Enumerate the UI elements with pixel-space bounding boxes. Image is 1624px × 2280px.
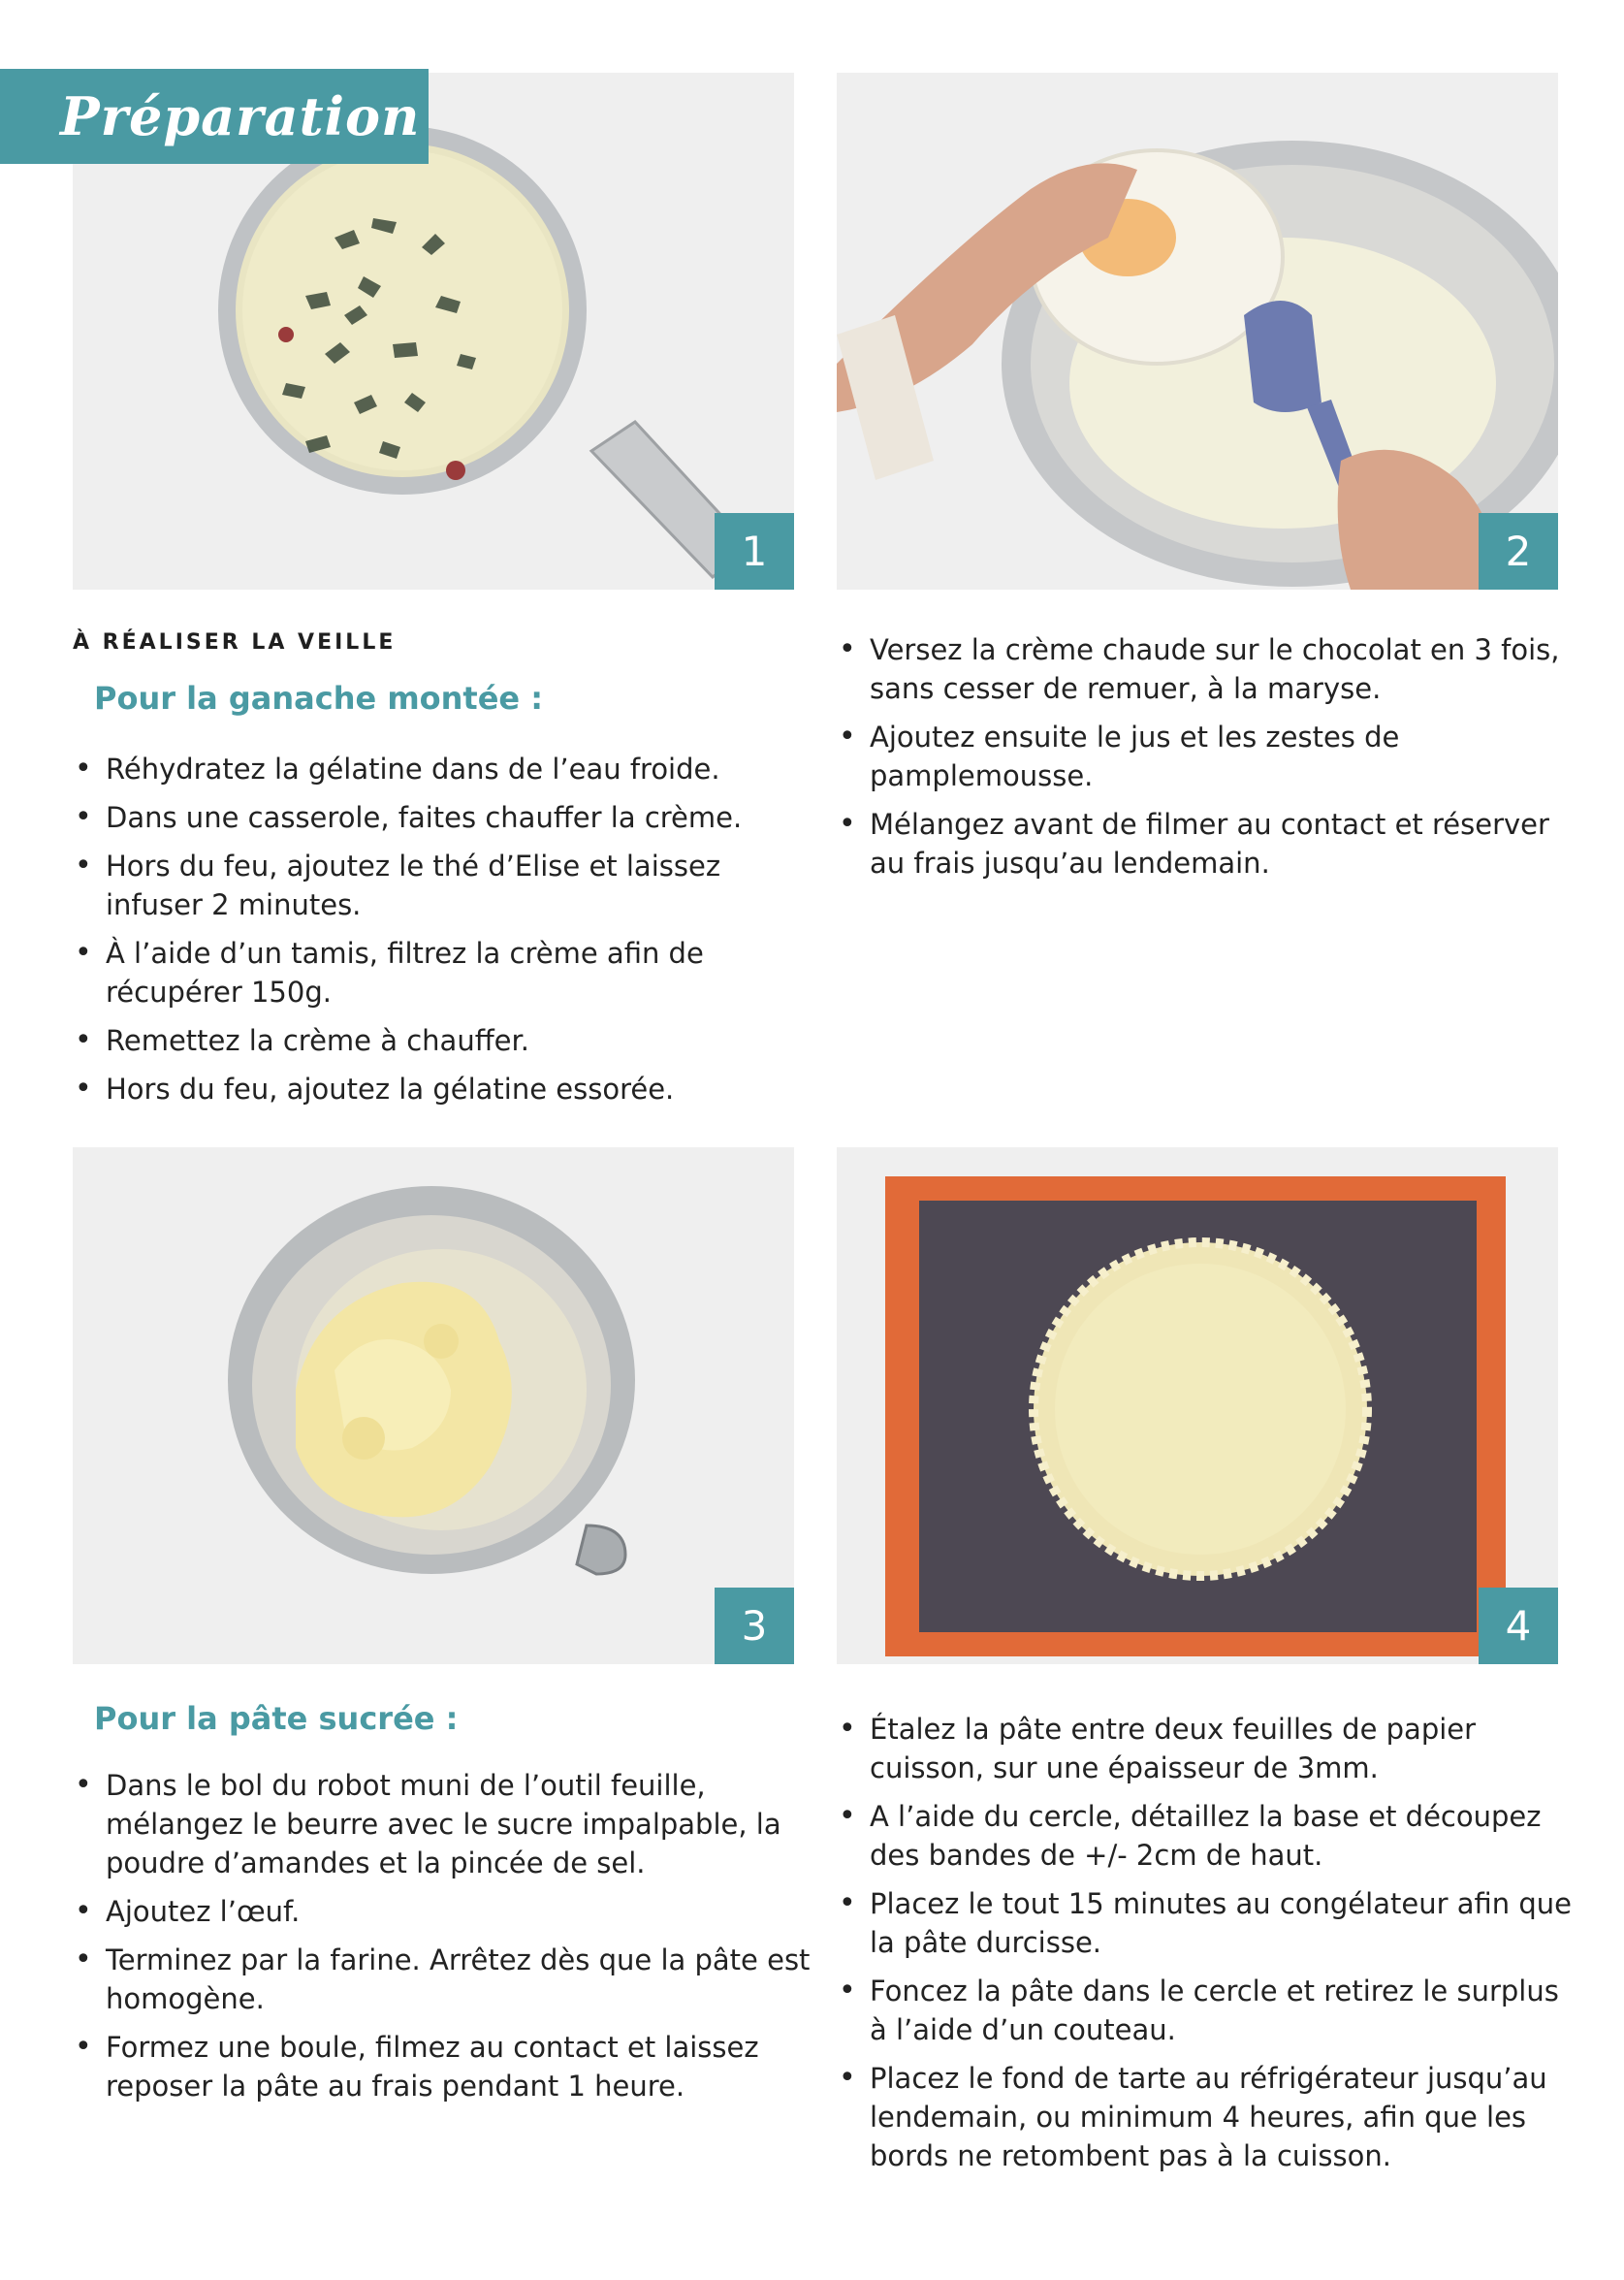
list-item: • A l’aide du cercle, détaillez la base et découpez des bandes de +/- 2cm de haut.	[837, 1797, 1583, 1875]
list-item: • Hors du feu, ajoutez le thé d’Elise et laissez infuser 2 minutes.	[73, 847, 790, 924]
page-title: Préparation	[60, 85, 421, 147]
list-item: • Mélangez avant de filmer au contact et réserver au frais jusqu’au lendemain.	[837, 805, 1583, 883]
pate-sucree-step-list	[73, 1766, 819, 2105]
fonçage-step-list	[837, 1710, 1583, 2175]
list-item: • Formez une boule, filmez au contact et laissez reposer la pâte au frais pendant 1 heure.	[73, 2028, 819, 2105]
step-number-badge: 2	[1479, 513, 1558, 590]
list-item: • Placez le tout 15 minutes au congélateur afin que la pâte durcisse.	[837, 1884, 1583, 1962]
step-number-badge: 4	[1479, 1588, 1558, 1664]
mixing-bowl-image	[837, 73, 1558, 590]
list-item: • Versez la crème chaude sur le chocolat en 3 fois, sans cesser de remuer, à la maryse.	[837, 630, 1583, 708]
ganache-step-list	[73, 750, 790, 1108]
step-number-badge: 3	[715, 1588, 794, 1664]
photo-step-4	[837, 1147, 1558, 1664]
ganache-continued-instructions	[837, 630, 1583, 892]
list-item: • Ajoutez l’œuf.	[73, 1892, 819, 1931]
ganache-continued-step-list	[837, 630, 1583, 883]
subheading-pate-sucree: Pour la pâte sucrée :	[94, 1700, 459, 1737]
list-item: • Placez le fond de tarte au réfrigérateur jusqu’au lendemain, ou minimum 4 heures, afin que les bords ne retombent pas à la cuisson.	[837, 2059, 1583, 2175]
list-item: • Dans le bol du robot muni de l’outil feuille, mélangez le beurre avec le sucre impalpable, la poudre d’amandes et la pincée de sel.	[73, 1766, 819, 1882]
list-item: • Foncez la pâte dans le cercle et retirez le surplus à l’aide d’un couteau.	[837, 1972, 1583, 2049]
fonçage-instructions	[837, 1710, 1583, 2185]
step-number-badge: 1	[715, 513, 794, 590]
list-item: • Terminez par la farine. Arrêtez dès que la pâte est homogène.	[73, 1941, 819, 2018]
list-item: • Hors du feu, ajoutez la gélatine essorée.	[73, 1070, 790, 1108]
tart-shell-image	[837, 1147, 1558, 1664]
list-item: • Dans une casserole, faites chauffer la crème.	[73, 798, 790, 837]
eyebrow-label: À RÉALISER LA VEILLE	[73, 630, 397, 655]
list-item: • Remettez la crème à chauffer.	[73, 1021, 790, 1060]
pate-sucree-instructions	[73, 1700, 819, 2115]
ganache-instructions	[73, 630, 790, 1118]
photo-step-2	[837, 73, 1558, 590]
list-item: • À l’aide d’un tamis, filtrez la crème afin de récupérer 150g.	[73, 934, 790, 1012]
list-item: • Ajoutez ensuite le jus et les zestes de pamplemousse.	[837, 718, 1583, 795]
photo-step-3	[73, 1147, 794, 1664]
subheading-ganache: Pour la ganache montée :	[94, 680, 544, 717]
list-item: • Réhydratez la gélatine dans de l’eau froide.	[73, 750, 790, 788]
mixer-bowl-image	[73, 1147, 794, 1664]
section-title-banner	[0, 69, 429, 164]
list-item: • Étalez la pâte entre deux feuilles de papier cuisson, sur une épaisseur de 3mm.	[837, 1710, 1583, 1787]
